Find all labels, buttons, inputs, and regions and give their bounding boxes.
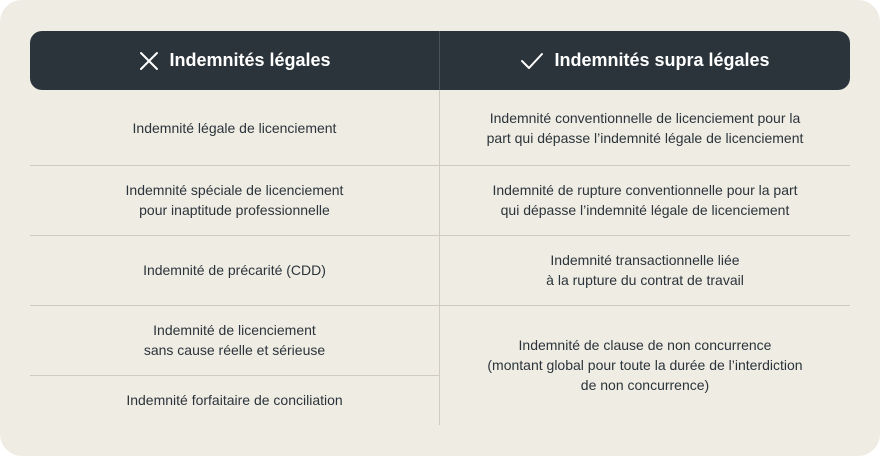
header-right-title: Indemnités supra légales xyxy=(554,50,770,70)
right-cell-conventional-rupture: Indemnité de rupture conventionnelle pour la part qui dépasse l’indemnité légale de licenciement xyxy=(492,182,798,218)
header-left-title: Indemnités légales xyxy=(169,50,331,70)
left-cell-special-severance: Indemnité spéciale de licenciement pour inaptitude professionnelle xyxy=(125,182,344,218)
close-icon xyxy=(139,51,159,71)
left-cell-precarity: Indemnité de précarité (CDD) xyxy=(143,262,326,278)
right-cell-transactional: Indemnité transactionnelle liée à la rupture du contrat de travail xyxy=(546,252,744,288)
left-cell-unfair-dismissal: Indemnité de licenciement sans cause réelle et sérieuse xyxy=(143,322,326,358)
table-header xyxy=(30,31,850,90)
left-cell-conciliation: Indemnité forfaitaire de conciliation xyxy=(126,392,343,408)
checkmark-icon xyxy=(520,51,544,71)
header-left xyxy=(30,31,440,90)
header-right xyxy=(440,31,850,90)
right-cell-non-compete: Indemnité de clause de non concurrence (montant global pour toute la durée de l’interdiction de non concurrence) xyxy=(487,337,803,393)
left-cell-legal-severance: Indemnité légale de licenciement xyxy=(132,119,337,136)
right-cell-conventional-severance: Indemnité conventionnelle de licenciement pour la part qui dépasse l’indemnité légale de licenciement xyxy=(486,109,804,146)
